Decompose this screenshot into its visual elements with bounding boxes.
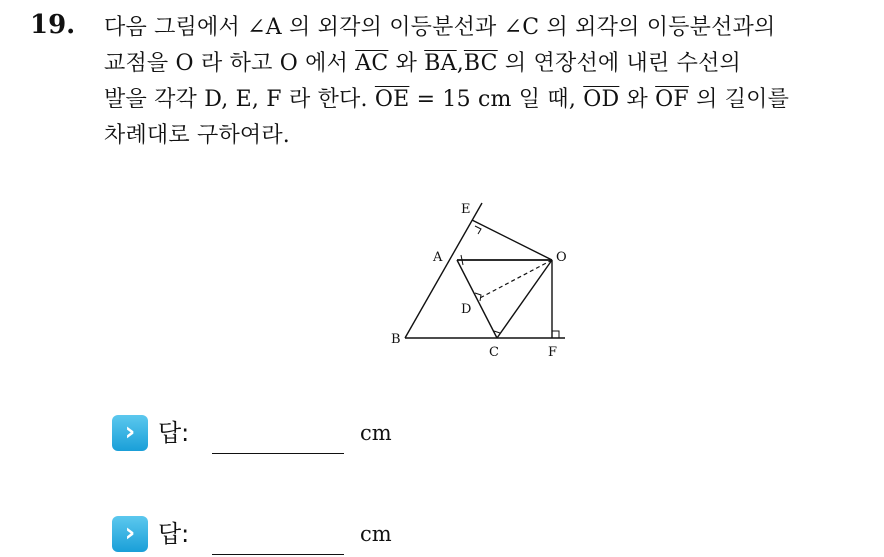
text: = 15 cm 일 때, (409, 87, 584, 112)
chevron-right-icon: › (112, 516, 148, 552)
question-text (104, 10, 874, 154)
question-line-1 (104, 10, 874, 46)
question-line-4 (104, 118, 874, 154)
line-e-o (472, 220, 552, 260)
question-line-2 (104, 46, 874, 82)
line-a-c (457, 260, 497, 338)
segment-ba: $\overline{BA}$ (424, 51, 457, 76)
segment-ac: $\overline{AC}$ (355, 51, 389, 76)
label-o: O (556, 250, 567, 265)
label-c: C (489, 345, 499, 360)
text: 와 (388, 51, 425, 76)
comma: , (456, 51, 464, 76)
text: 차례대로 구하여라. (104, 123, 291, 148)
text: 의 연장선에 내린 수선의 (497, 51, 741, 76)
right-angle-e (475, 226, 481, 234)
answer-row-2 (112, 514, 512, 554)
answer-label: 답: (158, 419, 190, 447)
answer-unit: cm (360, 522, 392, 546)
label-b: B (391, 332, 401, 347)
answer-label: 답: (158, 520, 190, 548)
segment-bc: $\overline{BC}$ (463, 51, 498, 76)
chevron-right-icon: › (112, 415, 148, 451)
line-o-d-dashed (478, 260, 552, 299)
text: 다음 그림에서 ∠A 의 외각의 이등분선과 ∠C 의 외각의 이등분선과의 (104, 15, 776, 40)
answer-blank[interactable] (212, 453, 344, 454)
text: 와 (619, 87, 656, 112)
text: 발을 각각 D, E, F 라 한다. (104, 87, 375, 112)
text: 교점을 O 라 하고 O 에서 (104, 51, 356, 76)
question-line-3 (104, 82, 874, 118)
question-number: 19. (30, 10, 76, 40)
answer-row-1 (112, 413, 512, 453)
right-angle-f (552, 331, 559, 338)
segment-oe: $\overline{OE}$ (374, 87, 410, 112)
segment-od: $\overline{OD}$ (583, 87, 620, 112)
answer-unit: cm (360, 421, 392, 445)
label-f: F (548, 345, 558, 360)
label-e: E (461, 202, 471, 217)
label-d: D (461, 302, 472, 317)
segment-of: $\overline{OF}$ (655, 87, 689, 112)
line-c-o (497, 260, 552, 338)
text: 의 길이를 (688, 87, 790, 112)
answer-blank[interactable] (212, 554, 344, 555)
geometry-figure (385, 195, 585, 365)
label-a: A (433, 250, 443, 265)
line-b-e (405, 203, 482, 338)
